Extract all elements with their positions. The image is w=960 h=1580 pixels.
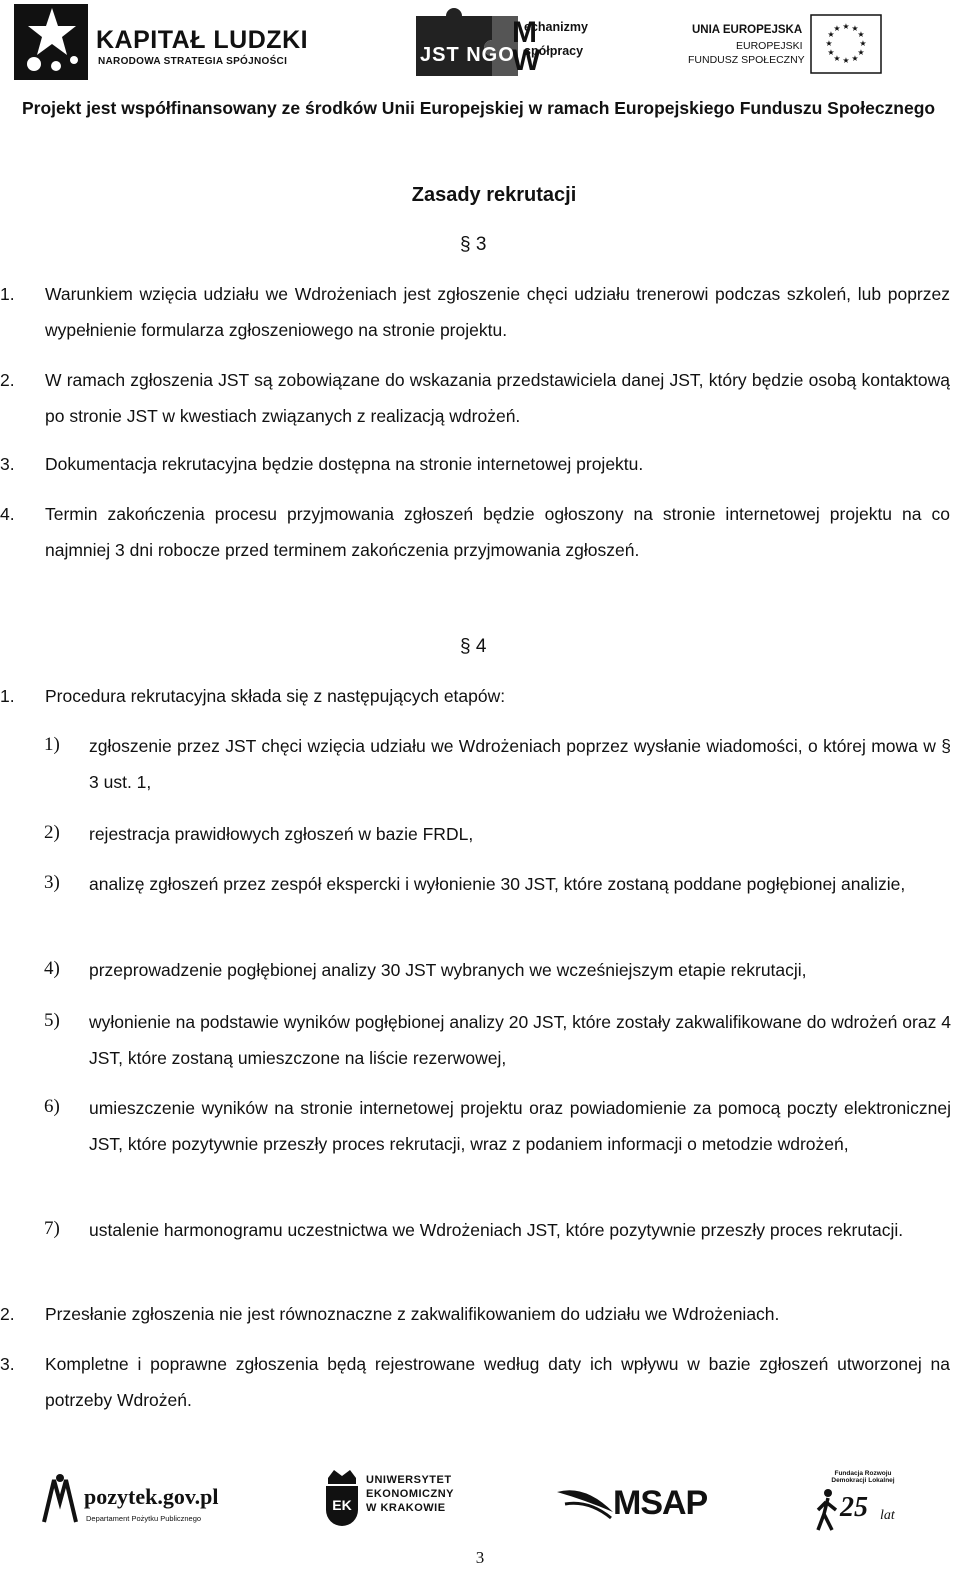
svg-text:★: ★ [842,22,850,31]
eu-line2: EUROPEJSKI [736,40,803,52]
s3-item4-number: 4. [0,504,15,524]
uek-line2: EKONOMICZNY [366,1488,454,1500]
s3-item2-text: W ramach zgłoszenia JST są zobowiązane do wskazania przedstawiciela danej JST, który będzie osobą kontaktową po stronie JST w kwestiach związanych z realizacją wdrożeń. [45,370,950,426]
svg-text:★: ★ [827,48,835,57]
svg-text:★: ★ [857,48,865,57]
s3-item2-number: 2. [0,370,15,390]
section-3-heading: § 3 [460,234,487,255]
s3-item3-number: 3. [0,454,15,474]
frdl-line2: Demokracji Lokalnej [831,1477,895,1484]
step-7-number: 7) [44,1218,60,1239]
s3-item1-text: Warunkiem wzięcia udziału we Wdrożeniach jest zgłoszenie chęci udziału trenerowi podczas szkoleń, lub poprzez wypełnienie formularza zgłoszeniowego na stronie projektu. [45,284,950,340]
page-title: Zasady rekrutacji [411,184,577,206]
s4-item1-number: 1. [0,686,15,706]
eu-line3: FUNDUSZ SPOŁECZNY [688,54,805,66]
svg-text:EK: EK [332,1497,352,1513]
frdl-name [808,1470,918,1484]
svg-text:★: ★ [825,39,833,48]
kapital-ludzki-logo [12,2,312,84]
section-4-heading: § 4 [460,636,487,657]
eu-logo [686,14,886,80]
svg-text:★: ★ [842,56,850,65]
pozytek-figure-icon [40,1472,80,1528]
svg-text:★: ★ [851,24,859,33]
step-5-text: wyłonienie na podstawie wyników pogłębionej analizy 20 JST, które zostały zakwalifikowane do wdrożeń oraz 4 JST, które zostaną umieszczone na liście rezerwowej, [89,1012,951,1068]
svg-text:★: ★ [857,30,865,39]
step-4-number: 4) [44,958,60,979]
s4-item2-number: 2. [0,1304,15,1324]
step-2-text: rejestracja prawidłowych zgłoszeń w bazie FRDL, [89,824,474,844]
pozytek-subtitle: Departament Pożytku Publicznego [86,1514,202,1523]
svg-text:★: ★ [833,54,841,63]
frdl-logo [808,1470,918,1536]
s4-item1-text: Procedura rekrutacyjna składa się z następujących etapów: [45,686,506,706]
mechanizmy-wspolpracy-logo [412,8,612,80]
kapital-ludzki-title: KAPITAŁ LUDZKI [96,26,309,54]
frdl-lat: lat [880,1508,895,1523]
pozytek-name: pozytek.gov.pl [84,1484,219,1509]
step-2-number: 2) [44,822,60,843]
step-4-text: przeprowadzenie pogłębionej analizy 30 JST wybranych we wcześniejszym etapie rekrutacji, [89,960,807,980]
svg-text:W: W [512,44,541,77]
step-3-text: analizę zgłoszeń przez zespół ekspercki i wyłonienie 30 JST, które zostaną poddane pogłębionej analizie, [89,874,906,894]
step-6-text: umieszczenie wyników na stronie internetowej projektu oraz powiadomienie za pomocą poczty elektronicznej JST, które pozytywnie przeszły proces rekrutacji, wraz z podaniem informacji o metodzie wdrożeń, [89,1098,951,1154]
step-5-number: 5) [44,1010,60,1031]
pozytek-logo [40,1472,240,1532]
frdl-25: 25 [840,1492,868,1523]
svg-text:★: ★ [833,24,841,33]
step-6-number: 6) [44,1096,60,1117]
eu-line1: UNIA EUROPEJSKA [692,24,803,36]
walking-figure-icon [814,1488,840,1534]
mw-line2: spółpracy [524,44,584,58]
svg-text:M: M [512,16,537,49]
svg-text:★: ★ [851,54,859,63]
kapital-ludzki-subtitle: NARODOWA STRATEGIA SPÓJNOŚCI [98,56,288,67]
s4-item2-text: Przesłanie zgłoszenia nie jest równoznaczne z zakwalifikowaniem do udziału we Wdrożeniach. [45,1304,780,1324]
msap-swoosh-icon [555,1478,615,1522]
svg-text:★: ★ [859,39,867,48]
s3-item3-text: Dokumentacja rekrutacyjna będzie dostępna na stronie internetowej projektu. [45,454,644,474]
uek-logo [322,1468,472,1532]
cofinancing-note: Projekt jest współfinansowany ze środków Unii Europejskiej w ramach Europejskiego Funduszu Społecznego [22,98,936,118]
step-3-number: 3) [44,872,60,893]
page-number: 3 [475,1548,485,1567]
kapital-ludzki-emblem-icon [12,2,92,84]
msap-text: MSAP [613,1484,708,1522]
frdl-line1: Fundacja Rozwoju [834,1470,892,1477]
step-1-text: zgłoszenie przez JST chęci wzięcia udziału we Wdrożeniach poprzez wysłanie wiadomości, o której mowa w § 3 ust. 1, [89,736,951,792]
uek-line3: W KRAKOWIE [366,1502,446,1514]
uek-crest-icon [322,1468,362,1532]
mw-line1: echanizmy [524,20,588,34]
uek-line1: UNIWERSYTET [366,1474,452,1486]
step-1-number: 1) [44,734,60,755]
eu-flag-icon [810,14,882,74]
s3-item4-text: Termin zakończenia procesu przyjmowania zgłoszeń będzie ogłoszony na stronie internetowej projektu na co najmniej 3 dni robocze przed terminem zakończenia przyjmowania zgłoszeń. [45,504,950,560]
s4-item3-text: Kompletne i poprawne zgłoszenia będą rejestrowane według daty ich wpływu w bazie zgłoszeń utworzonej na potrzeby Wdrożeń. [45,1354,950,1410]
s3-item1-number: 1. [0,284,15,304]
step-7-text: ustalenie harmonogramu uczestnictwa we Wdrożeniach JST, które pozytywnie przeszły proces rekrutacji. [89,1220,904,1240]
msap-logo [555,1478,720,1528]
s4-item3-number: 3. [0,1354,15,1374]
mw-jst-ngo-text: JST NGO [420,44,515,66]
svg-text:★: ★ [827,30,835,39]
